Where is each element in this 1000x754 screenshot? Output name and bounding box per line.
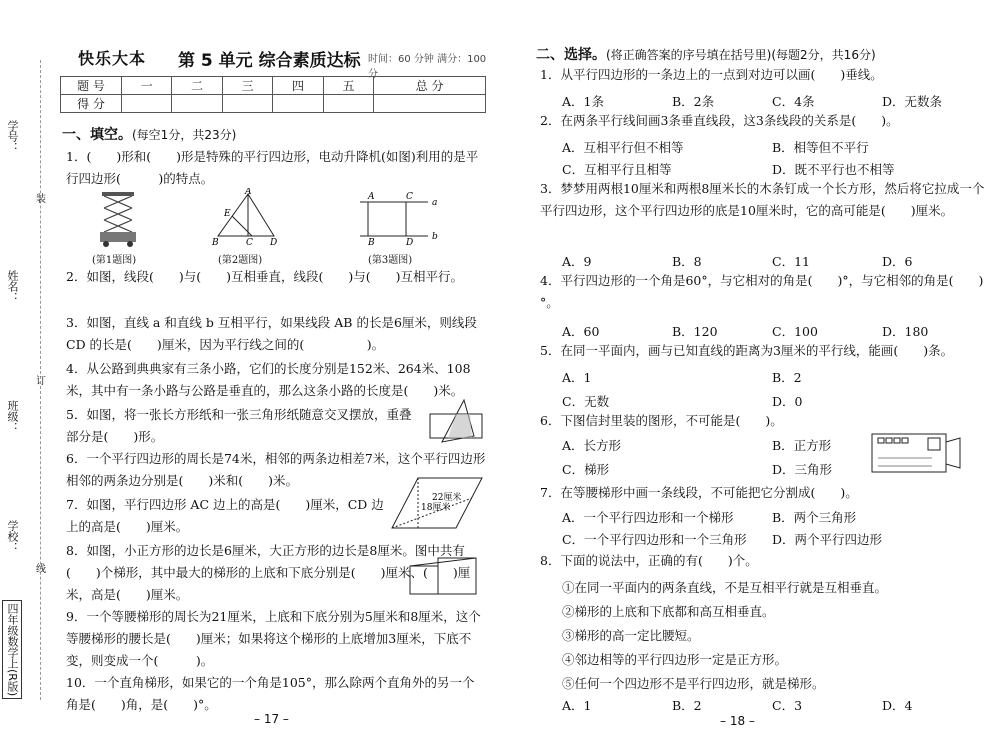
point-label: A	[245, 188, 252, 197]
page-number: – 17 –	[254, 712, 289, 726]
triangle-figure	[208, 188, 284, 248]
right-page	[520, 0, 1000, 754]
choice-6-option-b[interactable]: B．正方形	[772, 438, 832, 453]
score-header-cell: 四	[273, 77, 323, 95]
statement-2: ②梯形的上底和下底都和高互相垂直。	[562, 604, 775, 619]
brand-logo: 快乐大本	[78, 49, 147, 68]
choice-7-option-d[interactable]: D．两个平行四边形	[772, 532, 883, 547]
question-5: 5．如图，将一张长方形纸和一张三角形纸随意交叉摆放，重叠部分是( )形。	[66, 407, 412, 444]
choice-3-option-d[interactable]: D．6	[882, 254, 913, 269]
score-header-cell: 总 分	[374, 77, 486, 95]
stamp-box	[928, 438, 940, 450]
point-label: C	[246, 238, 253, 248]
small-square	[410, 566, 438, 594]
choice-4-option-c[interactable]: C．100	[772, 324, 818, 339]
question-4: 4．从公路到典典家有三条小路，它们的长度分别是152米、264米、108米，其中有一条小路与公路是垂直的，那么这条小路的长度是( )米。	[66, 361, 471, 398]
point-label: D	[406, 238, 414, 246]
choice-question-7: 7．在等腰梯形中画一条线段，不可能把它分割成( )。	[540, 485, 858, 500]
choice-6-option-d[interactable]: D．三角形	[772, 462, 833, 477]
point-label: B	[212, 238, 219, 248]
section-2-note: (将正确答案的序号填在括号里)(每题2分，共16分)	[606, 48, 876, 62]
statement-4: ④邻边相等的平行四边形一定是正方形。	[562, 652, 788, 667]
postcode-box	[902, 438, 908, 443]
choice-4-option-d[interactable]: D．180	[882, 324, 929, 339]
parallel-lines-figure	[356, 190, 442, 246]
score-cell[interactable]	[323, 95, 373, 113]
figure-3-caption: (第3题图)	[368, 255, 413, 266]
choice-5-option-d[interactable]: D．0	[772, 394, 803, 409]
book-spine-label: 四年级数学上(R版)	[2, 600, 22, 699]
choice-5-option-b[interactable]: B．2	[772, 370, 802, 385]
point-label: E	[224, 209, 231, 219]
choice-8-option-b[interactable]: B．2	[672, 698, 702, 713]
school-label: 学校：	[6, 520, 19, 553]
lift-figure	[100, 190, 140, 248]
choice-question-4: 4．平行四边形的一个角是60°，与它相对的角是( )°，与它相邻的角是( )°。	[540, 273, 984, 310]
choice-3-option-c[interactable]: C．11	[772, 254, 810, 269]
score-cell[interactable]	[222, 95, 272, 113]
question-10: 10．一个直角梯形，如果它的一个角是105°，那么除两个直角外的另一个角是( )角，是( )°。	[66, 675, 475, 712]
large-square	[438, 558, 476, 594]
choice-3-option-a[interactable]: A．9	[562, 254, 592, 269]
choice-1-option-a[interactable]: A．1条	[562, 94, 604, 109]
overlap-region	[448, 414, 472, 438]
choice-5-option-a[interactable]: A．1	[562, 370, 592, 385]
figure-2-caption: (第2题图)	[218, 255, 263, 266]
envelope-figure	[870, 430, 964, 476]
score-cell[interactable]	[273, 95, 323, 113]
name-label: 姓名：	[6, 270, 19, 303]
section-1-note: (每空1分，共23分)	[132, 128, 237, 142]
choice-2-option-b[interactable]: B．相等但不平行	[772, 140, 869, 155]
postcode-box	[886, 438, 892, 443]
overlap-figure	[428, 398, 486, 444]
point-label: A	[368, 192, 375, 202]
choice-1-option-d[interactable]: D．无数条	[882, 94, 943, 109]
score-header-cell: 三	[222, 77, 272, 95]
choice-7-option-c[interactable]: C．一个平行四边形和一个三角形	[562, 532, 747, 547]
question-7: 7．如图，平行四边形 AC 边上的高是( )厘米，CD 边上的高是( )厘米。	[66, 497, 384, 534]
binding-mark-ding: 订	[36, 376, 46, 387]
choice-6-option-c[interactable]: C．梯形	[562, 462, 610, 477]
height-label-18: 18厘米	[421, 503, 451, 513]
question-9: 9．一个等腰梯形的周长为21厘米，上底和下底分别为5厘米和8厘米，这个等腰梯形的腰长是( )厘米；如果将这个梯形的上底增加3厘米，下底不变，则变成一个( )。	[66, 609, 481, 668]
score-table	[60, 76, 486, 113]
choice-question-2: 2．在两条平行线间画3条垂直线段，这3条线段的关系是( )。	[540, 113, 899, 128]
choice-8-option-a[interactable]: A．1	[562, 698, 592, 713]
score-row-label: 得 分	[61, 95, 122, 113]
choice-3-option-b[interactable]: B．8	[672, 254, 702, 269]
lift-wheel	[103, 241, 109, 247]
point-label: D	[270, 238, 278, 248]
question-1: 1．( )形和( )形是特殊的平行四边形，电动升降机(如图)利用的是平行四边形( )的特点。	[66, 149, 479, 186]
choice-4-option-a[interactable]: A．60	[562, 324, 600, 339]
choice-2-option-a[interactable]: A．互相平行但不相等	[562, 140, 684, 155]
score-header-cell: 题 号	[61, 77, 122, 95]
student-number-label: 学号：	[6, 120, 19, 153]
choice-1-option-c[interactable]: C．4条	[772, 94, 815, 109]
question-2: 2．如图，线段( )与( )互相垂直，线段( )与( )互相平行。	[66, 269, 463, 284]
question-8: 8．如图，小正方形的边长是6厘米，大正方形的边长是8厘米。图中共有( )个梯形，其中最大的梯形的上底和下底分别是( )厘米、( )厘米，高是( )厘米。	[66, 543, 471, 602]
lift-scissor	[104, 196, 132, 232]
unit-header	[78, 44, 488, 80]
binding-mark-zhuang: 装	[36, 194, 46, 205]
diagonal-top	[410, 558, 476, 566]
postcode-box	[894, 438, 900, 443]
choice-question-5: 5．在同一平面内，画与已知直线的距离为3厘米的平行线，能画( )条。	[540, 343, 954, 358]
page-title: 第 5 单元 综合素质达标	[178, 51, 361, 71]
section-1-title: 一、填空。	[62, 127, 132, 143]
postcode-box	[878, 438, 884, 443]
choice-2-option-c[interactable]: C．互相平行且相等	[562, 162, 672, 177]
binding-mark-xian: 线	[36, 564, 46, 575]
choice-5-option-c[interactable]: C．无数	[562, 394, 610, 409]
score-header-cell: 五	[323, 77, 373, 95]
statement-5: ⑤任何一个四边形不是平行四边形，就是梯形。	[562, 676, 825, 691]
point-label: B	[368, 238, 375, 246]
score-header-cell: 一	[122, 77, 172, 95]
figure-1-caption: (第1题图)	[92, 255, 137, 266]
statement-1: ①在同一平面内的两条直线，不是互相平行就是互相垂直。	[562, 580, 888, 595]
choice-question-3: 3．梦梦用两根10厘米和两根8厘米长的木条钉成一个长方形，然后将它拉成一个平行四边形，这个平行四边形的底是10厘米时，它的高可能是( )厘米。	[540, 181, 985, 218]
score-header-cell: 二	[172, 77, 222, 95]
choice-2-option-d[interactable]: D．既不平行也不相等	[772, 162, 895, 177]
choice-7-option-a[interactable]: A．一个平行四边形和一个梯形	[562, 510, 734, 525]
question-3: 3．如图，直线 a 和直线 b 互相平行，如果线段 AB 的长是6厘米，则线段 CD 的长是( )厘米，因为平行线之间的( )。	[66, 315, 477, 352]
point-label: C	[406, 192, 413, 202]
lift-wheel	[127, 241, 133, 247]
choice-8-option-d[interactable]: D．4	[882, 698, 913, 713]
lift-platform	[102, 192, 134, 196]
choice-1-option-b[interactable]: B．2条	[672, 94, 715, 109]
line-label: b	[432, 232, 438, 242]
choice-question-1: 1．从平行四边形的一条边上的一点到对边可以画( )垂线。	[540, 67, 883, 82]
choice-8-option-c[interactable]: C．3	[772, 698, 803, 713]
height-label-22: 22厘米	[432, 493, 462, 503]
score-cell[interactable]	[374, 95, 486, 113]
line-label: a	[432, 198, 438, 208]
envelope-shape-edge	[946, 438, 960, 468]
section-1-heading	[62, 124, 236, 144]
triangle-segments	[232, 194, 252, 236]
choice-4-option-b[interactable]: B．120	[672, 324, 718, 339]
time-score-info: 时间：60 分钟 满分：100 分	[368, 54, 487, 80]
choice-6-option-a[interactable]: A．长方形	[562, 438, 622, 453]
choice-question-6: 6．下图信封里装的图形，不可能是( )。	[540, 413, 783, 428]
page-number: – 18 –	[720, 714, 755, 728]
section-2-heading	[536, 44, 876, 64]
choice-7-option-b[interactable]: B．两个三角形	[772, 510, 857, 525]
choice-question-8: 8．下面的说法中，正确的有( )个。	[540, 553, 758, 568]
question-6: 6．一个平行四边形的周长是74米，相邻的两条边相差7米，这个平行四边形相邻的两条边分别是( )米和( )米。	[66, 451, 486, 488]
parallelogram-figure	[388, 474, 486, 532]
class-label: 班级：	[6, 400, 19, 433]
squares-figure	[408, 556, 486, 596]
lift-base	[100, 232, 136, 242]
statement-3: ③梯形的高一定比腰短。	[562, 628, 700, 643]
score-cell[interactable]	[172, 95, 222, 113]
binding-margin	[0, 0, 52, 754]
score-cell[interactable]	[122, 95, 172, 113]
section-2-title: 二、选择。	[536, 47, 606, 63]
